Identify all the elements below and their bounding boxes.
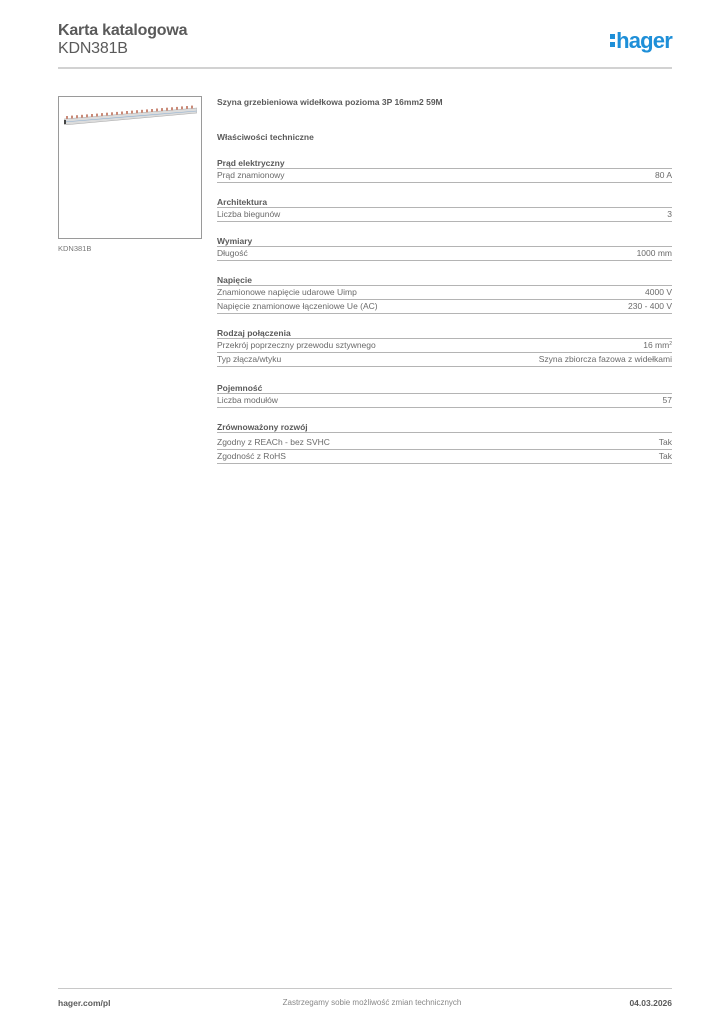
spec-value: Szyna zbiorcza fazowa z widełkami: [538, 354, 672, 364]
footer-date: 04.03.2026: [629, 998, 672, 1008]
spec-group-sustainability: [217, 421, 672, 464]
spec-value: 3: [667, 209, 672, 219]
group-title: Architektura: [217, 196, 672, 208]
spec-group-dimensions: [217, 235, 672, 261]
spec-label: Długość: [217, 248, 248, 258]
spec-value: Tak: [658, 451, 672, 461]
document-title: Karta katalogowa: [58, 22, 188, 39]
spec-row: [217, 286, 672, 300]
spec-row: [217, 394, 672, 408]
spec-value: 16 $mm^2$: [643, 340, 672, 350]
spec-value: 4000 V: [645, 287, 672, 297]
section-title: Właściwości techniczne: [217, 132, 314, 142]
spec-label: Zgodny z REACh - bez SVHC: [217, 437, 330, 447]
group-title: Zrównoważony rozwój: [217, 421, 672, 433]
spec-row: [217, 300, 672, 314]
spec-row: [217, 353, 672, 367]
document-header: [58, 22, 672, 68]
spec-row: [217, 450, 672, 464]
product-code: KDN381B: [58, 40, 128, 57]
group-title: Pojemność: [217, 382, 672, 394]
spec-row: [217, 339, 672, 353]
spec-row: [217, 436, 672, 450]
footer-disclaimer: Zastrzegamy sobie możliwość zmian technicznych: [282, 998, 462, 1007]
spec-group-connection: [217, 327, 672, 367]
product-specs: [217, 96, 672, 464]
spec-label: Znamionowe napięcie udarowe Uimp: [217, 287, 357, 297]
spec-label: Napięcie znamionowe łączeniowe Ue (AC): [217, 301, 378, 311]
header-divider: [58, 67, 672, 69]
product-name: Szyna grzebieniowa widełkowa pozioma 3P 16mm2 59M: [217, 97, 443, 107]
footer-website-link[interactable]: hager.com/pl: [58, 998, 111, 1008]
spec-group-architecture: [217, 196, 672, 222]
group-title: Prąd elektryczny: [217, 157, 672, 169]
busbar-image-icon: [64, 105, 197, 125]
product-image: [58, 96, 202, 239]
spec-value: Tak: [658, 437, 672, 447]
spec-row: [217, 208, 672, 222]
group-title: Rodzaj połączenia: [217, 327, 672, 339]
spec-value: 57: [662, 395, 672, 405]
spec-row: [217, 169, 672, 183]
hager-logo: hager: [616, 28, 672, 53]
spec-label: Liczba modułów: [217, 395, 278, 405]
footer-divider: [58, 988, 672, 989]
spec-value: 1000 mm: [636, 248, 672, 258]
spec-label: Prąd znamionowy: [217, 170, 285, 180]
group-title: Napięcie: [217, 274, 672, 286]
spec-group-current: [217, 157, 672, 183]
spec-value: 80 A: [654, 170, 672, 180]
spec-label: Typ złącza/wtyku: [217, 354, 282, 364]
image-caption: KDN381B: [58, 244, 92, 253]
spec-label: Liczba biegunów: [217, 209, 281, 219]
spec-group-voltage: [217, 274, 672, 314]
spec-label: Zgodność z RoHS: [217, 451, 286, 461]
spec-row: [217, 247, 672, 261]
spec-value: 230 - 400 V: [628, 301, 672, 311]
group-title: Wymiary: [217, 235, 672, 247]
spec-group-capacity: [217, 382, 672, 408]
spec-label: Przekrój poprzeczny przewodu sztywnego: [217, 340, 376, 350]
